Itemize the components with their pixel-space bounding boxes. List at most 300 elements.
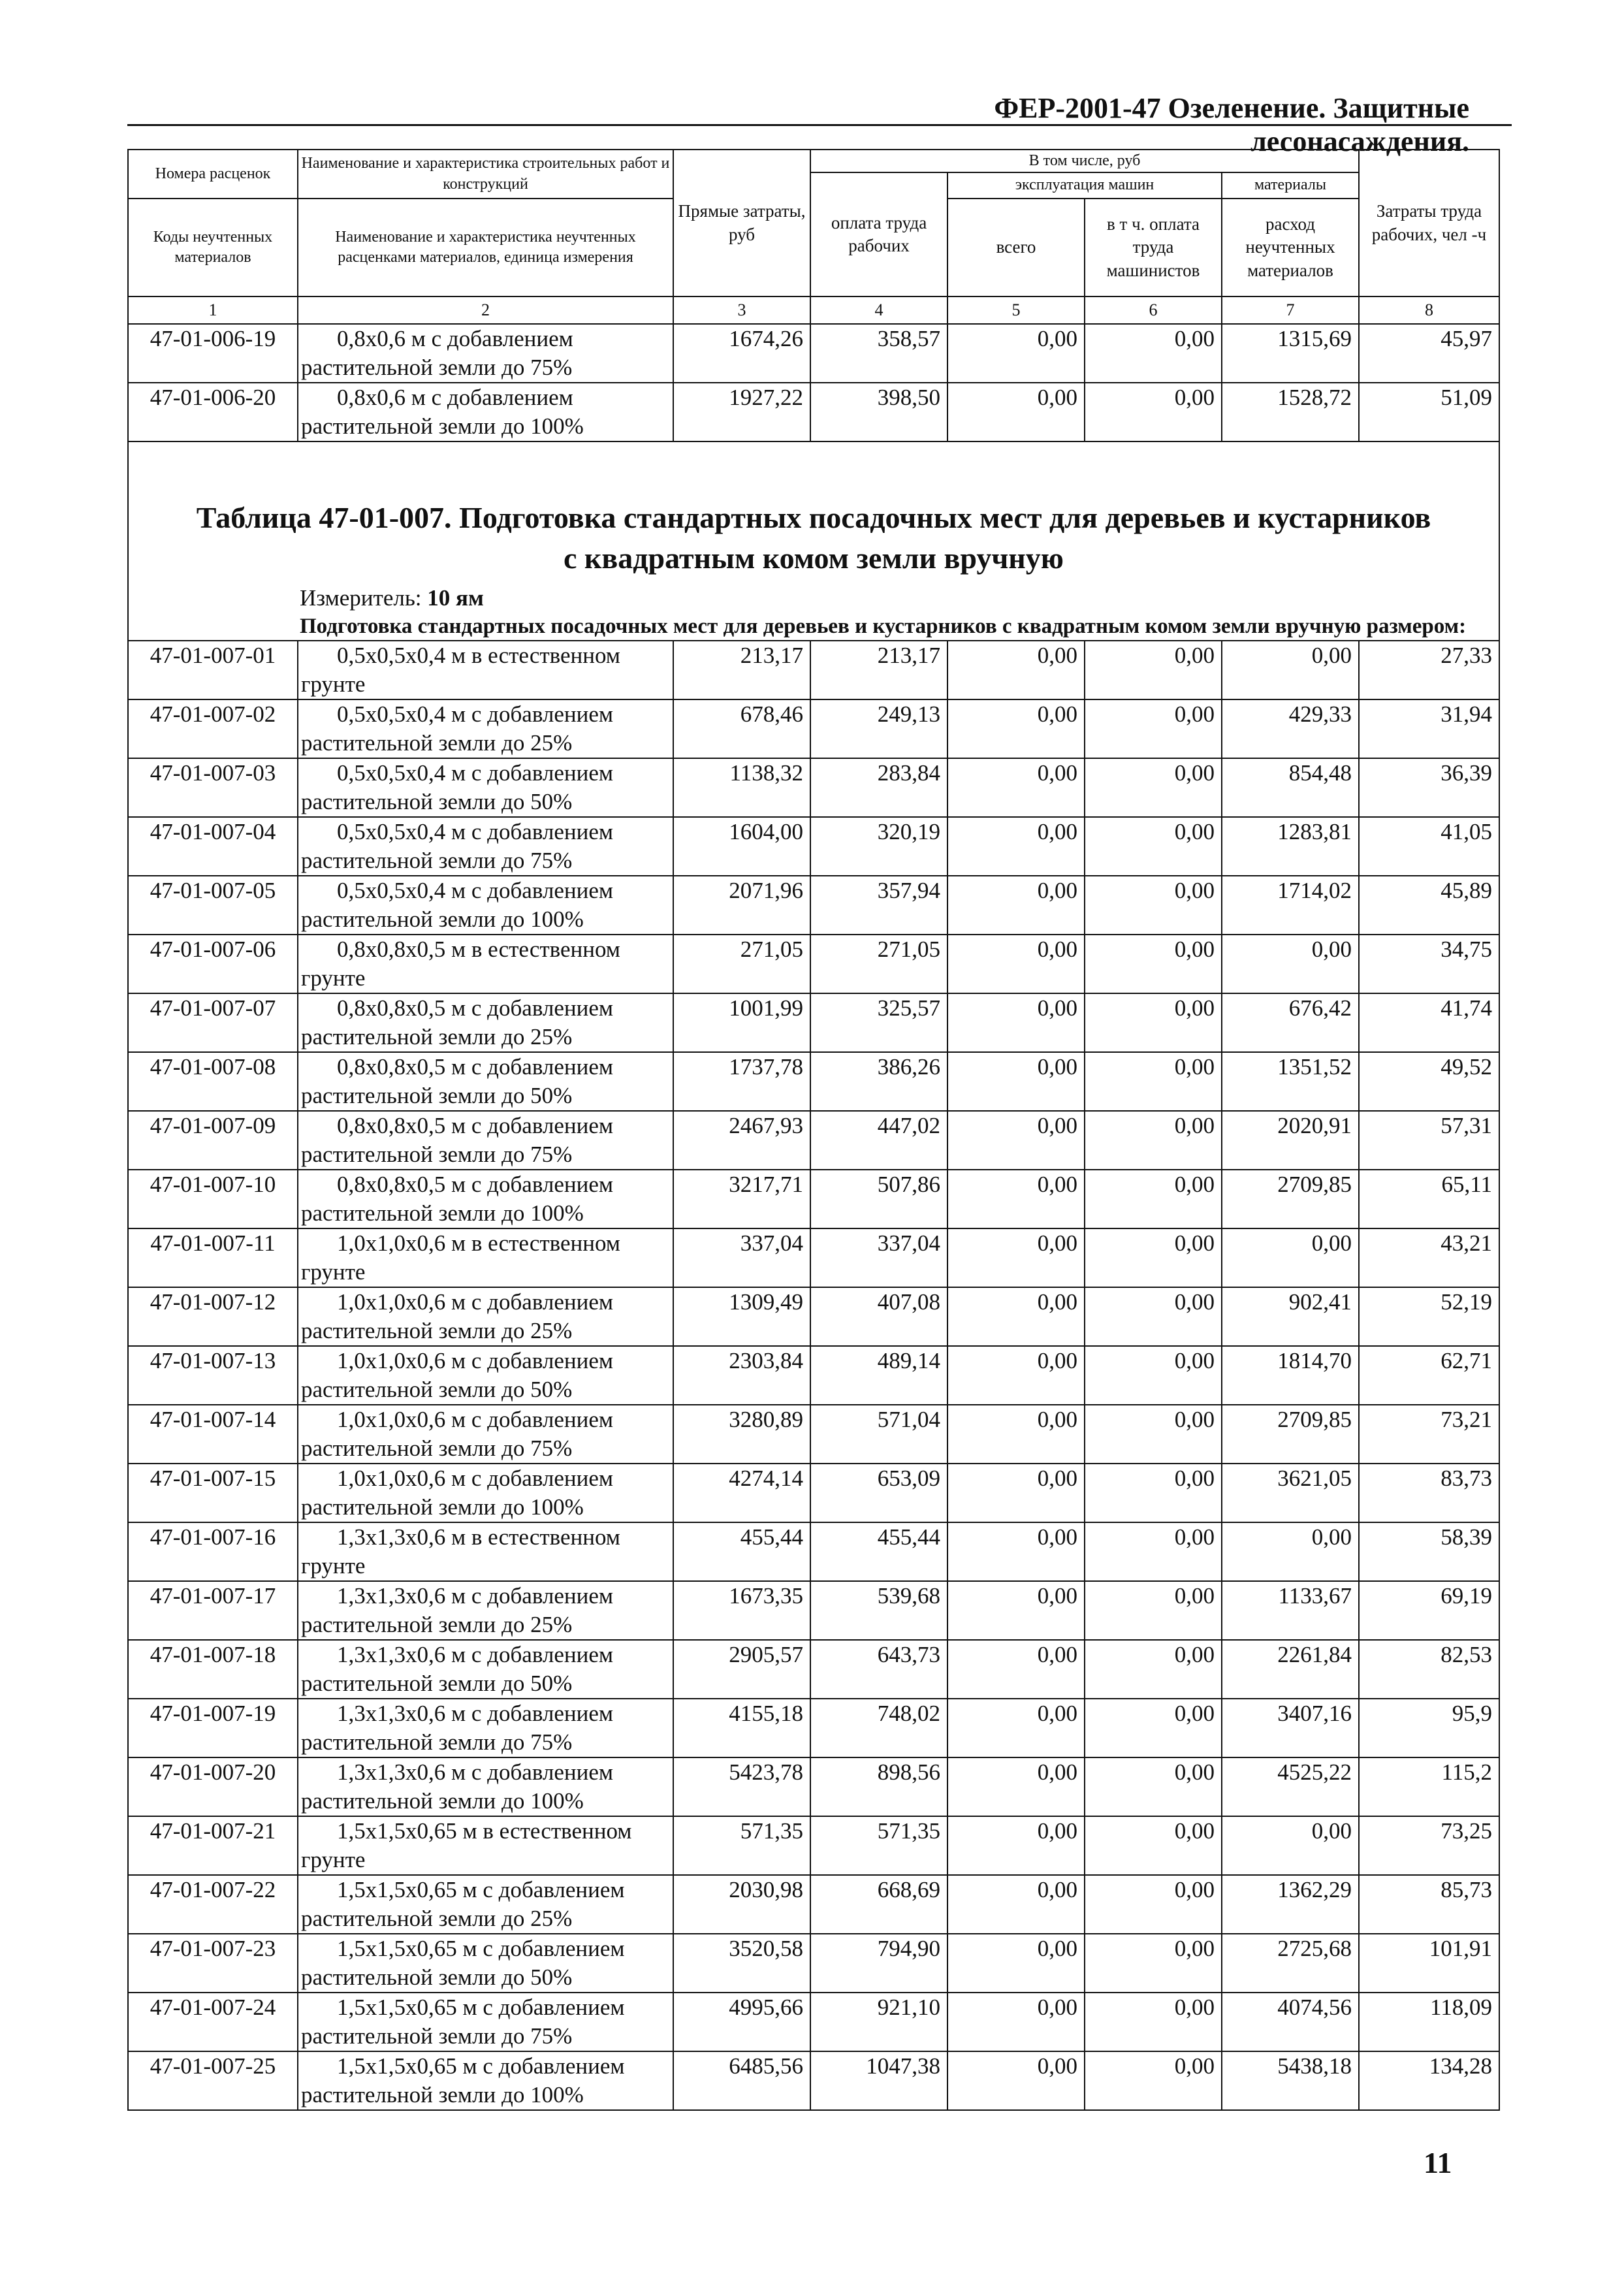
table-row <box>128 1228 1499 1287</box>
direct-costs-value: 337,04 <box>673 1228 810 1287</box>
materials-value: 0,00 <box>1222 1816 1359 1875</box>
direct-costs-value: 1309,49 <box>673 1287 810 1346</box>
materials-value: 1315,69 <box>1222 324 1359 383</box>
col-number: 6 <box>1085 297 1222 324</box>
labor-hours-value: 101,91 <box>1359 1934 1499 1993</box>
direct-costs-value: 6485,56 <box>673 2051 810 2110</box>
materials-value: 0,00 <box>1222 1228 1359 1287</box>
operators-pay-value: 0,00 <box>1085 1993 1222 2051</box>
labor-hours-value: 62,71 <box>1359 1346 1499 1405</box>
direct-costs-value: 2071,96 <box>673 876 810 935</box>
machines-total-value: 0,00 <box>947 1934 1085 1993</box>
work-description-line2: растительной земли до 100% <box>301 1200 584 1226</box>
operators-pay-value: 0,00 <box>1085 641 1222 699</box>
work-description-line2: растительной земли до 75% <box>301 1142 573 1167</box>
table-row <box>128 1111 1499 1170</box>
work-description <box>298 1522 673 1581</box>
operators-pay-value: 0,00 <box>1085 1170 1222 1228</box>
operators-pay-value: 0,00 <box>1085 1816 1222 1875</box>
work-description-line1: 1,5х1,5х0,65 м с добавлением <box>337 1995 625 2020</box>
operators-pay-value: 0,00 <box>1085 2051 1222 2110</box>
col-including: В том числе, руб <box>810 150 1359 172</box>
direct-costs-value: 1673,35 <box>673 1581 810 1640</box>
work-description <box>298 1111 673 1170</box>
labor-pay-value: 455,44 <box>810 1522 947 1581</box>
labor-hours-value: 34,75 <box>1359 935 1499 993</box>
materials-value: 1133,67 <box>1222 1581 1359 1640</box>
work-description-line1: 0,8х0,8х0,5 м с добавлением <box>337 1172 614 1197</box>
table-title-line1: Таблица 47-01-007. Подготовка стандартных посадочных мест для деревьев и кустарников <box>196 501 1431 534</box>
materials-value: 1528,72 <box>1222 383 1359 441</box>
col-number: 5 <box>947 297 1085 324</box>
rate-code: 47-01-007-03 <box>128 758 298 817</box>
page-number: 11 <box>1424 2146 1452 2179</box>
materials-value: 3621,05 <box>1222 1464 1359 1522</box>
work-description-line1: 1,3х1,3х0,6 м с добавлением <box>337 1642 614 1667</box>
labor-hours-value: 51,09 <box>1359 383 1499 441</box>
col-materials: материалы <box>1222 172 1359 199</box>
operators-pay-value: 0,00 <box>1085 324 1222 383</box>
direct-costs-value: 571,35 <box>673 1816 810 1875</box>
work-description-line2: растительной земли до 25% <box>301 730 573 756</box>
labor-hours-value: 82,53 <box>1359 1640 1499 1699</box>
work-description-line2: растительной земли до 100% <box>301 1788 584 1814</box>
direct-costs-value: 2467,93 <box>673 1111 810 1170</box>
direct-costs-value: 2905,57 <box>673 1640 810 1699</box>
labor-pay-value: 320,19 <box>810 817 947 876</box>
work-description <box>298 1287 673 1346</box>
table-row <box>128 1699 1499 1757</box>
operators-pay-value: 0,00 <box>1085 1640 1222 1699</box>
direct-costs-value: 5423,78 <box>673 1757 810 1816</box>
materials-value: 5438,18 <box>1222 2051 1359 2110</box>
work-description <box>298 876 673 935</box>
table-heading-cell <box>128 498 1499 641</box>
machines-total-value: 0,00 <box>947 383 1085 441</box>
work-description <box>298 1464 673 1522</box>
work-description-line1: 0,5х0,5х0,4 м с добавлением <box>337 701 614 727</box>
work-description <box>298 1170 673 1228</box>
operators-pay-value: 0,00 <box>1085 993 1222 1052</box>
machines-total-value: 0,00 <box>947 935 1085 993</box>
rates-table-frame <box>127 149 1499 2111</box>
materials-value: 2709,85 <box>1222 1405 1359 1464</box>
rate-code: 47-01-006-19 <box>128 324 298 383</box>
table-row <box>128 993 1499 1052</box>
rate-code: 47-01-007-25 <box>128 2051 298 2110</box>
work-description-line2: грунте <box>301 1847 366 1872</box>
operators-pay-value: 0,00 <box>1085 1287 1222 1346</box>
work-description-line1: 1,0х1,0х0,6 м с добавлением <box>337 1407 614 1432</box>
work-description-line1: 0,8х0,6 м с добавлением <box>337 326 573 351</box>
work-description-line1: 1,5х1,5х0,65 м с добавлением <box>337 1877 625 1902</box>
machines-total-value: 0,00 <box>947 1699 1085 1757</box>
table-row <box>128 1640 1499 1699</box>
work-description-line2: растительной земли до 50% <box>301 1377 573 1402</box>
labor-pay-value: 507,86 <box>810 1170 947 1228</box>
work-description-line2: растительной земли до 50% <box>301 1083 573 1108</box>
work-description-line1: 1,3х1,3х0,6 м с добавлением <box>337 1759 614 1785</box>
work-description <box>298 2051 673 2110</box>
labor-pay-value: 358,57 <box>810 324 947 383</box>
machines-total-value: 0,00 <box>947 876 1085 935</box>
direct-costs-value: 213,17 <box>673 641 810 699</box>
direct-costs-value: 2030,98 <box>673 1875 810 1934</box>
machines-total-value: 0,00 <box>947 1111 1085 1170</box>
machines-total-value: 0,00 <box>947 817 1085 876</box>
work-description-line1: 1,3х1,3х0,6 м в естественном <box>337 1524 620 1550</box>
materials-value: 2709,85 <box>1222 1170 1359 1228</box>
work-description <box>298 1934 673 1993</box>
work-description-line1: 0,8х0,6 м с добавлением <box>337 385 573 410</box>
work-description <box>298 1405 673 1464</box>
direct-costs-value: 455,44 <box>673 1522 810 1581</box>
meter-label: Измеритель: <box>300 585 422 611</box>
work-description-line1: 0,8х0,8х0,5 м с добавлением <box>337 995 614 1021</box>
materials-value: 676,42 <box>1222 993 1359 1052</box>
labor-pay-value: 447,02 <box>810 1111 947 1170</box>
direct-costs-value: 1001,99 <box>673 993 810 1052</box>
rate-code: 47-01-007-02 <box>128 699 298 758</box>
machines-total-value: 0,00 <box>947 1170 1085 1228</box>
labor-hours-value: 115,2 <box>1359 1757 1499 1816</box>
work-description <box>298 1699 673 1757</box>
materials-value: 0,00 <box>1222 1522 1359 1581</box>
materials-value: 1283,81 <box>1222 817 1359 876</box>
direct-costs-value: 271,05 <box>673 935 810 993</box>
operators-pay-value: 0,00 <box>1085 817 1222 876</box>
work-description-line1: 0,5х0,5х0,4 м в естественном <box>337 643 620 668</box>
labor-hours-value: 69,19 <box>1359 1581 1499 1640</box>
labor-hours-value: 43,21 <box>1359 1228 1499 1287</box>
work-description <box>298 817 673 876</box>
direct-costs-value: 1604,00 <box>673 817 810 876</box>
work-description-line2: растительной земли до 50% <box>301 1964 573 1990</box>
work-description <box>298 1052 673 1111</box>
col-machines: эксплуатация машин <box>947 172 1222 199</box>
table-title-line2: с квадратным комом земли вручную <box>564 541 1064 575</box>
work-description <box>298 1816 673 1875</box>
operators-pay-value: 0,00 <box>1085 935 1222 993</box>
work-description <box>298 699 673 758</box>
labor-pay-value: 407,08 <box>810 1287 947 1346</box>
work-description <box>298 935 673 993</box>
materials-value: 2261,84 <box>1222 1640 1359 1699</box>
labor-pay-value: 748,02 <box>810 1699 947 1757</box>
labor-hours-value: 31,94 <box>1359 699 1499 758</box>
machines-total-value: 0,00 <box>947 1405 1085 1464</box>
machines-total-value: 0,00 <box>947 1052 1085 1111</box>
labor-pay-value: 249,13 <box>810 699 947 758</box>
work-description-line1: 1,0х1,0х0,6 м с добавлением <box>337 1289 614 1315</box>
machines-total-value: 0,00 <box>947 699 1085 758</box>
labor-hours-value: 52,19 <box>1359 1287 1499 1346</box>
rate-code: 47-01-007-06 <box>128 935 298 993</box>
table-row <box>128 1581 1499 1640</box>
header-rule <box>127 124 1512 126</box>
work-description-line1: 0,5х0,5х0,4 м с добавлением <box>337 878 614 903</box>
labor-hours-value: 95,9 <box>1359 1699 1499 1757</box>
main-table-rows <box>128 641 1499 2110</box>
work-description-line2: растительной земли до 50% <box>301 789 573 814</box>
operators-pay-value: 0,00 <box>1085 383 1222 441</box>
operators-pay-value: 0,00 <box>1085 1228 1222 1287</box>
table-row <box>128 324 1499 383</box>
table-row <box>128 641 1499 699</box>
col-number: 1 <box>128 297 298 324</box>
rate-code: 47-01-007-10 <box>128 1170 298 1228</box>
labor-pay-value: 571,04 <box>810 1405 947 1464</box>
materials-value: 2020,91 <box>1222 1111 1359 1170</box>
materials-value: 1814,70 <box>1222 1346 1359 1405</box>
work-description-line2: грунте <box>301 1553 366 1579</box>
rate-code: 47-01-007-16 <box>128 1522 298 1581</box>
labor-pay-value: 398,50 <box>810 383 947 441</box>
machines-total-value: 0,00 <box>947 641 1085 699</box>
machines-total-value: 0,00 <box>947 1522 1085 1581</box>
work-description-line1: 0,8х0,8х0,5 м с добавлением <box>337 1054 614 1080</box>
col-material-usage: расход неучтенных материалов <box>1222 199 1359 297</box>
rate-code: 47-01-007-21 <box>128 1816 298 1875</box>
col-codes: Коды неучтенных материалов <box>128 199 298 297</box>
labor-pay-value: 271,05 <box>810 935 947 993</box>
materials-value: 854,48 <box>1222 758 1359 817</box>
table-row <box>128 1405 1499 1464</box>
col-labor-pay: оплата труда рабочих <box>810 172 947 297</box>
work-description-line2: растительной земли до 75% <box>301 355 573 380</box>
labor-pay-value: 489,14 <box>810 1346 947 1405</box>
machines-total-value: 0,00 <box>947 1464 1085 1522</box>
table-row <box>128 1816 1499 1875</box>
rate-code: 47-01-007-15 <box>128 1464 298 1522</box>
materials-value: 0,00 <box>1222 641 1359 699</box>
meter-value: 10 ям <box>427 585 484 611</box>
materials-value: 429,33 <box>1222 699 1359 758</box>
col-material-name: Наименование и характеристика неучтенных расценками материалов, единица измерения <box>298 199 673 297</box>
col-total: всего <box>947 199 1085 297</box>
operators-pay-value: 0,00 <box>1085 1111 1222 1170</box>
direct-costs-value: 1138,32 <box>673 758 810 817</box>
meter <box>300 584 1499 613</box>
labor-pay-value: 898,56 <box>810 1757 947 1816</box>
direct-costs-value: 1737,78 <box>673 1052 810 1111</box>
labor-pay-value: 794,90 <box>810 1934 947 1993</box>
table-row <box>128 1052 1499 1111</box>
machines-total-value: 0,00 <box>947 324 1085 383</box>
work-description-line2: растительной земли до 75% <box>301 1729 573 1755</box>
rate-code: 47-01-007-20 <box>128 1757 298 1816</box>
work-description <box>298 1640 673 1699</box>
machines-total-value: 0,00 <box>947 1875 1085 1934</box>
materials-value: 1351,52 <box>1222 1052 1359 1111</box>
work-description <box>298 383 673 441</box>
rates-table <box>127 149 1500 2111</box>
work-description-line2: растительной земли до 75% <box>301 848 573 873</box>
rate-code: 47-01-007-22 <box>128 1875 298 1934</box>
work-description-line1: 0,8х0,8х0,5 м в естественном <box>337 937 620 962</box>
machines-total-value: 0,00 <box>947 1228 1085 1287</box>
operators-pay-value: 0,00 <box>1085 1405 1222 1464</box>
work-description-line2: растительной земли до 25% <box>301 1612 573 1637</box>
rate-code: 47-01-007-04 <box>128 817 298 876</box>
labor-pay-value: 283,84 <box>810 758 947 817</box>
work-description-line1: 0,5х0,5х0,4 м с добавлением <box>337 819 614 844</box>
rate-code: 47-01-007-17 <box>128 1581 298 1640</box>
col-number: 2 <box>298 297 673 324</box>
labor-pay-value: 921,10 <box>810 1993 947 2051</box>
direct-costs-value: 4995,66 <box>673 1993 810 2051</box>
labor-pay-value: 386,26 <box>810 1052 947 1111</box>
work-description <box>298 641 673 699</box>
work-description <box>298 1346 673 1405</box>
work-description-line2: растительной земли до 100% <box>301 2082 584 2108</box>
labor-hours-value: 41,05 <box>1359 817 1499 876</box>
work-description <box>298 1581 673 1640</box>
labor-pay-value: 571,35 <box>810 1816 947 1875</box>
labor-hours-value: 45,97 <box>1359 324 1499 383</box>
labor-hours-value: 73,21 <box>1359 1405 1499 1464</box>
materials-value: 902,41 <box>1222 1287 1359 1346</box>
operators-pay-value: 0,00 <box>1085 1464 1222 1522</box>
direct-costs-value: 2303,84 <box>673 1346 810 1405</box>
work-description-line1: 0,5х0,5х0,4 м с добавлением <box>337 760 614 786</box>
work-description <box>298 1875 673 1934</box>
machines-total-value: 0,00 <box>947 1640 1085 1699</box>
labor-hours-value: 45,89 <box>1359 876 1499 935</box>
labor-hours-value: 73,25 <box>1359 1816 1499 1875</box>
operators-pay-value: 0,00 <box>1085 1699 1222 1757</box>
rate-code: 47-01-007-05 <box>128 876 298 935</box>
table-row <box>128 1464 1499 1522</box>
table-row <box>128 1287 1499 1346</box>
work-description <box>298 1228 673 1287</box>
table-title <box>129 498 1499 579</box>
rate-code: 47-01-007-09 <box>128 1111 298 1170</box>
operators-pay-value: 0,00 <box>1085 699 1222 758</box>
work-description-line1: 1,5х1,5х0,65 м в естественном <box>337 1818 632 1844</box>
rate-code: 47-01-007-13 <box>128 1346 298 1405</box>
labor-pay-value: 357,94 <box>810 876 947 935</box>
labor-pay-value: 1047,38 <box>810 2051 947 2110</box>
labor-hours-value: 85,73 <box>1359 1875 1499 1934</box>
table-subheading: Подготовка стандартных посадочных мест для деревьев и кустарников с квадратным комом земли вручную размером: <box>300 615 1467 638</box>
labor-hours-value: 118,09 <box>1359 1993 1499 2051</box>
labor-pay-value: 643,73 <box>810 1640 947 1699</box>
work-description-line2: растительной земли до 100% <box>301 906 584 932</box>
rate-code: 47-01-007-08 <box>128 1052 298 1111</box>
col-direct-costs: Прямые затраты, руб <box>673 150 810 297</box>
materials-value: 1362,29 <box>1222 1875 1359 1934</box>
work-description-line2: растительной земли до 100% <box>301 413 584 439</box>
work-description <box>298 1993 673 2051</box>
materials-value: 4074,56 <box>1222 1993 1359 2051</box>
rate-code: 47-01-007-14 <box>128 1405 298 1464</box>
table-gap <box>128 441 1499 498</box>
labor-hours-value: 36,39 <box>1359 758 1499 817</box>
table-row <box>128 1993 1499 2051</box>
machines-total-value: 0,00 <box>947 1581 1085 1640</box>
rate-code: 47-01-007-07 <box>128 993 298 1052</box>
work-description-line1: 0,8х0,8х0,5 м с добавлением <box>337 1113 614 1138</box>
work-description <box>298 324 673 383</box>
work-description-line2: грунте <box>301 965 366 991</box>
labor-hours-value: 41,74 <box>1359 993 1499 1052</box>
machines-total-value: 0,00 <box>947 993 1085 1052</box>
table-row <box>128 876 1499 935</box>
col-number: 8 <box>1359 297 1499 324</box>
table-row <box>128 935 1499 993</box>
table-row <box>128 1757 1499 1816</box>
col-rate-numbers: Номера расценок <box>128 150 298 199</box>
table-row <box>128 1522 1499 1581</box>
rate-code: 47-01-007-01 <box>128 641 298 699</box>
direct-costs-value: 4274,14 <box>673 1464 810 1522</box>
labor-hours-value: 65,11 <box>1359 1170 1499 1228</box>
direct-costs-value: 1927,22 <box>673 383 810 441</box>
work-description-line2: растительной земли до 25% <box>301 1318 573 1343</box>
col-incl-operators: в т ч. оплата труда машинистов <box>1085 199 1222 297</box>
direct-costs-value: 3217,71 <box>673 1170 810 1228</box>
rate-code: 47-01-006-20 <box>128 383 298 441</box>
materials-value: 0,00 <box>1222 935 1359 993</box>
table-row <box>128 758 1499 817</box>
operators-pay-value: 0,00 <box>1085 1581 1222 1640</box>
col-number: 3 <box>673 297 810 324</box>
direct-costs-value: 3280,89 <box>673 1405 810 1464</box>
labor-hours-value: 27,33 <box>1359 641 1499 699</box>
work-description <box>298 1757 673 1816</box>
work-description-line1: 1,3х1,3х0,6 м с добавлением <box>337 1583 614 1609</box>
rate-code: 47-01-007-19 <box>128 1699 298 1757</box>
labor-hours-value: 58,39 <box>1359 1522 1499 1581</box>
labor-hours-value: 134,28 <box>1359 2051 1499 2110</box>
rate-code: 47-01-007-18 <box>128 1640 298 1699</box>
table-row <box>128 1346 1499 1405</box>
machines-total-value: 0,00 <box>947 1757 1085 1816</box>
work-description-line2: растительной земли до 25% <box>301 1906 573 1931</box>
rate-code: 47-01-007-24 <box>128 1993 298 2051</box>
materials-value: 4525,22 <box>1222 1757 1359 1816</box>
direct-costs-value: 1674,26 <box>673 324 810 383</box>
table-row <box>128 817 1499 876</box>
operators-pay-value: 0,00 <box>1085 758 1222 817</box>
materials-value: 1714,02 <box>1222 876 1359 935</box>
machines-total-value: 0,00 <box>947 1287 1085 1346</box>
machines-total-value: 0,00 <box>947 1346 1085 1405</box>
table-row <box>128 699 1499 758</box>
col-work-name: Наименование и характеристика строительных работ и конструкций <box>298 150 673 199</box>
direct-costs-value: 3520,58 <box>673 1934 810 1993</box>
labor-pay-value: 325,57 <box>810 993 947 1052</box>
operators-pay-value: 0,00 <box>1085 1875 1222 1934</box>
col-number: 7 <box>1222 297 1359 324</box>
machines-total-value: 0,00 <box>947 1816 1085 1875</box>
work-description-line2: растительной земли до 75% <box>301 2023 573 2049</box>
work-description-line2: растительной земли до 100% <box>301 1494 584 1520</box>
rate-code: 47-01-007-12 <box>128 1287 298 1346</box>
page-header-title: ФЕР-2001-47 Озеленение. Защитные лесонасаждения. <box>994 92 1469 157</box>
labor-pay-value: 539,68 <box>810 1581 947 1640</box>
work-description-line2: растительной земли до 25% <box>301 1024 573 1050</box>
table-row <box>128 2051 1499 2110</box>
table-row <box>128 1170 1499 1228</box>
labor-pay-value: 653,09 <box>810 1464 947 1522</box>
work-description <box>298 758 673 817</box>
operators-pay-value: 0,00 <box>1085 876 1222 935</box>
work-description-line1: 1,0х1,0х0,6 м с добавлением <box>337 1466 614 1491</box>
rate-code: 47-01-007-23 <box>128 1934 298 1993</box>
table-row <box>128 1875 1499 1934</box>
